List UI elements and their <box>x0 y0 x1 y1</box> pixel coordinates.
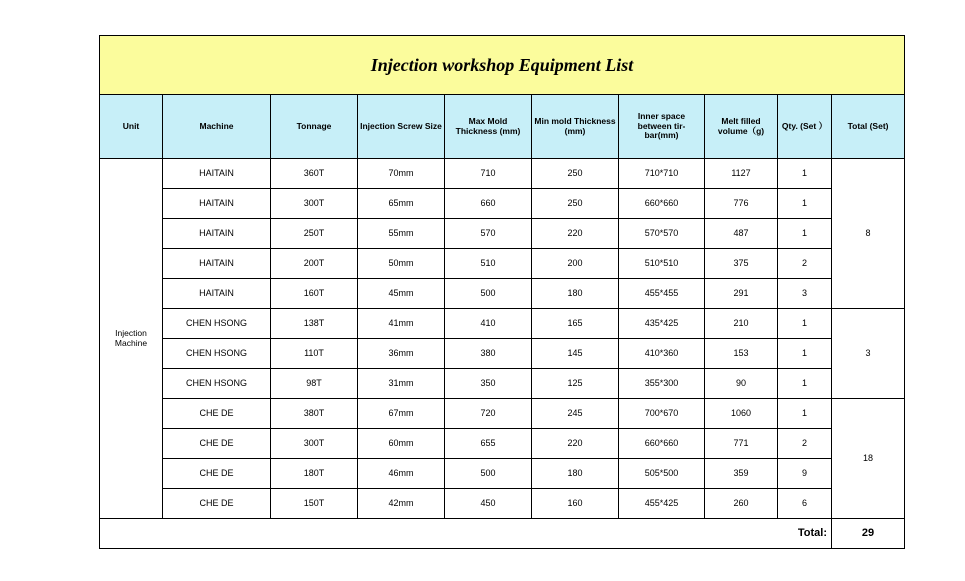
tonnage-cell: 150T <box>271 489 358 519</box>
header-row <box>100 95 905 159</box>
tonnage-cell: 110T <box>271 339 358 369</box>
min-mold-cell: 245 <box>532 399 619 429</box>
tonnage-cell: 98T <box>271 369 358 399</box>
qty-cell: 3 <box>778 279 832 309</box>
tonnage-cell: 250T <box>271 219 358 249</box>
table-row <box>100 429 905 459</box>
qty-cell: 1 <box>778 189 832 219</box>
header-inner-space: Inner space between tir-bar(mm) <box>619 95 705 159</box>
inner-space-cell: 510*510 <box>619 249 705 279</box>
inner-space-cell: 570*570 <box>619 219 705 249</box>
group-total-cell: 3 <box>832 309 905 399</box>
melt-volume-cell: 487 <box>705 219 778 249</box>
tonnage-cell: 380T <box>271 399 358 429</box>
table-row <box>100 489 905 519</box>
tonnage-cell: 300T <box>271 189 358 219</box>
max-mold-cell: 380 <box>445 339 532 369</box>
unit-cell: Injection Machine <box>100 159 163 519</box>
melt-volume-cell: 1060 <box>705 399 778 429</box>
melt-volume-cell: 776 <box>705 189 778 219</box>
inner-space-cell: 410*360 <box>619 339 705 369</box>
table-row <box>100 459 905 489</box>
screw-size-cell: 55mm <box>358 219 445 249</box>
qty-cell: 1 <box>778 339 832 369</box>
qty-cell: 2 <box>778 249 832 279</box>
tonnage-cell: 138T <box>271 309 358 339</box>
max-mold-cell: 500 <box>445 459 532 489</box>
min-mold-cell: 180 <box>532 459 619 489</box>
machine-cell: HAITAIN <box>163 219 271 249</box>
melt-volume-cell: 375 <box>705 249 778 279</box>
screw-size-cell: 41mm <box>358 309 445 339</box>
screw-size-cell: 70mm <box>358 159 445 189</box>
max-mold-cell: 655 <box>445 429 532 459</box>
screw-size-cell: 45mm <box>358 279 445 309</box>
machine-cell: CHEN HSONG <box>163 339 271 369</box>
tonnage-cell: 180T <box>271 459 358 489</box>
qty-cell: 1 <box>778 159 832 189</box>
min-mold-cell: 125 <box>532 369 619 399</box>
header-total: Total (Set) <box>832 95 905 159</box>
screw-size-cell: 42mm <box>358 489 445 519</box>
screw-size-cell: 65mm <box>358 189 445 219</box>
screw-size-cell: 60mm <box>358 429 445 459</box>
machine-cell: CHE DE <box>163 459 271 489</box>
max-mold-cell: 660 <box>445 189 532 219</box>
table-row <box>100 399 905 429</box>
header-max-mold: Max Mold Thickness (mm) <box>445 95 532 159</box>
header-min-mold: Min mold Thickness (mm) <box>532 95 619 159</box>
tonnage-cell: 160T <box>271 279 358 309</box>
equipment-table <box>99 35 905 549</box>
header-melt-volume: Melt filled volume（g) <box>705 95 778 159</box>
total-value: 29 <box>832 519 905 549</box>
max-mold-cell: 510 <box>445 249 532 279</box>
melt-volume-cell: 291 <box>705 279 778 309</box>
max-mold-cell: 570 <box>445 219 532 249</box>
screw-size-cell: 67mm <box>358 399 445 429</box>
table-row <box>100 189 905 219</box>
table-title: Injection workshop Equipment List <box>100 36 905 95</box>
total-label: Total: <box>100 519 832 549</box>
min-mold-cell: 165 <box>532 309 619 339</box>
min-mold-cell: 220 <box>532 429 619 459</box>
melt-volume-cell: 771 <box>705 429 778 459</box>
min-mold-cell: 250 <box>532 189 619 219</box>
max-mold-cell: 710 <box>445 159 532 189</box>
inner-space-cell: 710*710 <box>619 159 705 189</box>
group-total-cell: 18 <box>832 399 905 519</box>
melt-volume-cell: 260 <box>705 489 778 519</box>
table-row <box>100 279 905 309</box>
qty-cell: 1 <box>778 219 832 249</box>
min-mold-cell: 250 <box>532 159 619 189</box>
total-row <box>100 519 905 549</box>
max-mold-cell: 500 <box>445 279 532 309</box>
min-mold-cell: 160 <box>532 489 619 519</box>
tonnage-cell: 200T <box>271 249 358 279</box>
screw-size-cell: 50mm <box>358 249 445 279</box>
tonnage-cell: 360T <box>271 159 358 189</box>
screw-size-cell: 31mm <box>358 369 445 399</box>
melt-volume-cell: 153 <box>705 339 778 369</box>
machine-cell: CHEN HSONG <box>163 369 271 399</box>
qty-cell: 1 <box>778 369 832 399</box>
machine-cell: HAITAIN <box>163 189 271 219</box>
machine-cell: CHEN HSONG <box>163 309 271 339</box>
table-row <box>100 219 905 249</box>
table-row <box>100 339 905 369</box>
inner-space-cell: 455*425 <box>619 489 705 519</box>
machine-cell: HAITAIN <box>163 159 271 189</box>
max-mold-cell: 720 <box>445 399 532 429</box>
inner-space-cell: 435*425 <box>619 309 705 339</box>
melt-volume-cell: 90 <box>705 369 778 399</box>
header-qty: Qty. (Set ） <box>778 95 832 159</box>
tonnage-cell: 300T <box>271 429 358 459</box>
qty-cell: 2 <box>778 429 832 459</box>
min-mold-cell: 220 <box>532 219 619 249</box>
inner-space-cell: 660*660 <box>619 429 705 459</box>
header-screw-size: Injection Screw Size <box>358 95 445 159</box>
max-mold-cell: 410 <box>445 309 532 339</box>
max-mold-cell: 450 <box>445 489 532 519</box>
qty-cell: 6 <box>778 489 832 519</box>
table-row <box>100 309 905 339</box>
table-row <box>100 159 905 189</box>
screw-size-cell: 36mm <box>358 339 445 369</box>
machine-cell: CHE DE <box>163 429 271 459</box>
inner-space-cell: 355*300 <box>619 369 705 399</box>
melt-volume-cell: 210 <box>705 309 778 339</box>
machine-cell: HAITAIN <box>163 279 271 309</box>
group-total-cell: 8 <box>832 159 905 309</box>
screw-size-cell: 46mm <box>358 459 445 489</box>
max-mold-cell: 350 <box>445 369 532 399</box>
melt-volume-cell: 359 <box>705 459 778 489</box>
machine-cell: HAITAIN <box>163 249 271 279</box>
min-mold-cell: 145 <box>532 339 619 369</box>
machine-cell: CHE DE <box>163 489 271 519</box>
qty-cell: 9 <box>778 459 832 489</box>
inner-space-cell: 455*455 <box>619 279 705 309</box>
header-unit: Unit <box>100 95 163 159</box>
inner-space-cell: 505*500 <box>619 459 705 489</box>
qty-cell: 1 <box>778 399 832 429</box>
melt-volume-cell: 1127 <box>705 159 778 189</box>
inner-space-cell: 660*660 <box>619 189 705 219</box>
qty-cell: 1 <box>778 309 832 339</box>
table-row <box>100 369 905 399</box>
min-mold-cell: 200 <box>532 249 619 279</box>
machine-cell: CHE DE <box>163 399 271 429</box>
table-row <box>100 249 905 279</box>
header-machine: Machine <box>163 95 271 159</box>
min-mold-cell: 180 <box>532 279 619 309</box>
header-tonnage: Tonnage <box>271 95 358 159</box>
inner-space-cell: 700*670 <box>619 399 705 429</box>
